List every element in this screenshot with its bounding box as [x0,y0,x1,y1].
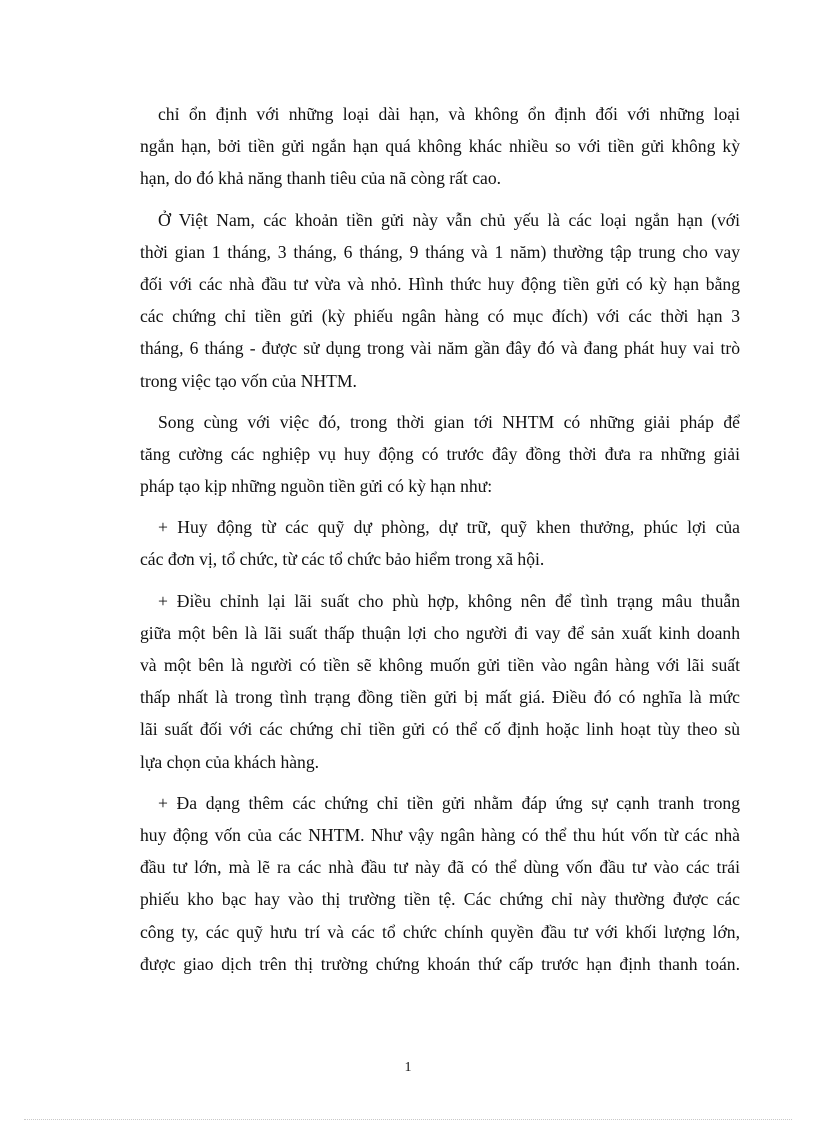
text-line: hạn, do đó khả năng thanh tiêu của nã còng rất cao. [140,168,502,189]
document-body [140,98,740,980]
text-line: chỉ ổn định với những loại dài hạn, và không ổn định đối với những loại [158,104,740,124]
page-bottom-divider [24,1119,792,1120]
text-line: + Huy động từ các quỹ dự phòng, dự trữ, quỹ khen thưởng, phúc lợi của [158,517,740,538]
text-line: đối với các nhà đầu tư vừa và nhỏ. Hình thức huy động tiền gửi có kỳ hạn bằng [140,273,740,294]
text-line: các đơn vị, tổ chức, từ các tổ chức bảo hiểm trong xã hội. [140,549,545,570]
text-line: lãi suất đối với các chứng chỉ tiền gửi có thể cố định hoặc linh hoạt tùy theo sù [140,719,740,740]
text-line: + Đa dạng thêm các chứng chỉ tiền gửi nhằm đáp ứng sự cạnh tranh trong [158,792,740,813]
paragraph [140,406,740,503]
paragraph [140,204,740,397]
text-line: trong việc tạo vốn của NHTM. [140,370,357,391]
text-line: và một bên là người có tiền sẽ không muốn gửi tiền vào ngân hàng với lãi suất [140,655,740,675]
text-line: các chứng chỉ tiền gửi (kỳ phiếu ngân hàng có mục đích) với các thời hạn 3 [140,306,740,327]
text-line: lựa chọn của khách hàng. [140,751,320,772]
text-line: phiếu kho bạc hay vào thị trường tiền tệ. Các chứng chỉ này thường được các [140,889,740,910]
text-line: huy động vốn của các NHTM. Như vậy ngân hàng có thể thu hút vốn từ các nhà [140,824,740,845]
text-line: pháp tạo kịp những nguồn tiền gửi có kỳ hạn như: [140,476,493,497]
text-line: ngắn hạn, bởi tiền gửi ngắn hạn quá không khác nhiều so với tiền gửi không kỳ [140,136,740,157]
text-line: giữa một bên là lãi suất thấp thuận lợi cho người đi vay để sản xuất kinh doanh [140,622,740,643]
paragraph [140,98,740,195]
text-line: được giao dịch trên thị trường chứng khoán thứ cấp trước hạn định thanh toán. [140,953,740,974]
text-line: + Điều chỉnh lại lãi suất cho phù hợp, không nên để tình trạng mâu thuẫn [158,590,740,611]
paragraph [140,511,740,575]
text-line: đầu tư lớn, mà lẽ ra các nhà đầu tư này đã có thể dùng vốn đầu tư vào các trái [140,857,740,878]
text-line: tăng cường các nghiệp vụ huy động có trước đây đồng thời đưa ra những giải [140,443,740,464]
text-line: tháng, 6 tháng - được sử dụng trong vài năm gần đây đó và đang phát huy vai trò [140,338,740,359]
text-line: thời gian 1 tháng, 3 tháng, 6 tháng, 9 tháng và 1 năm) thường tập trung cho vay [140,241,740,262]
text-line: thấp nhất là trong tình trạng đồng tiền gửi bị mất giá. Điều đó có nghĩa là mức [140,687,740,708]
text-line: Ở Việt Nam, các khoản tiền gửi này vẫn chủ yếu là các loại ngắn hạn (với [158,209,740,230]
page-number: 1 [404,1060,412,1075]
paragraph [140,787,740,980]
paragraph [140,585,740,778]
text-line: công ty, các quỹ hưu trí và các tổ chức chính quyền đầu tư với khối lượng lớn, [140,921,740,942]
text-line: Song cùng với việc đó, trong thời gian tới NHTM có những giải pháp để [158,411,740,432]
